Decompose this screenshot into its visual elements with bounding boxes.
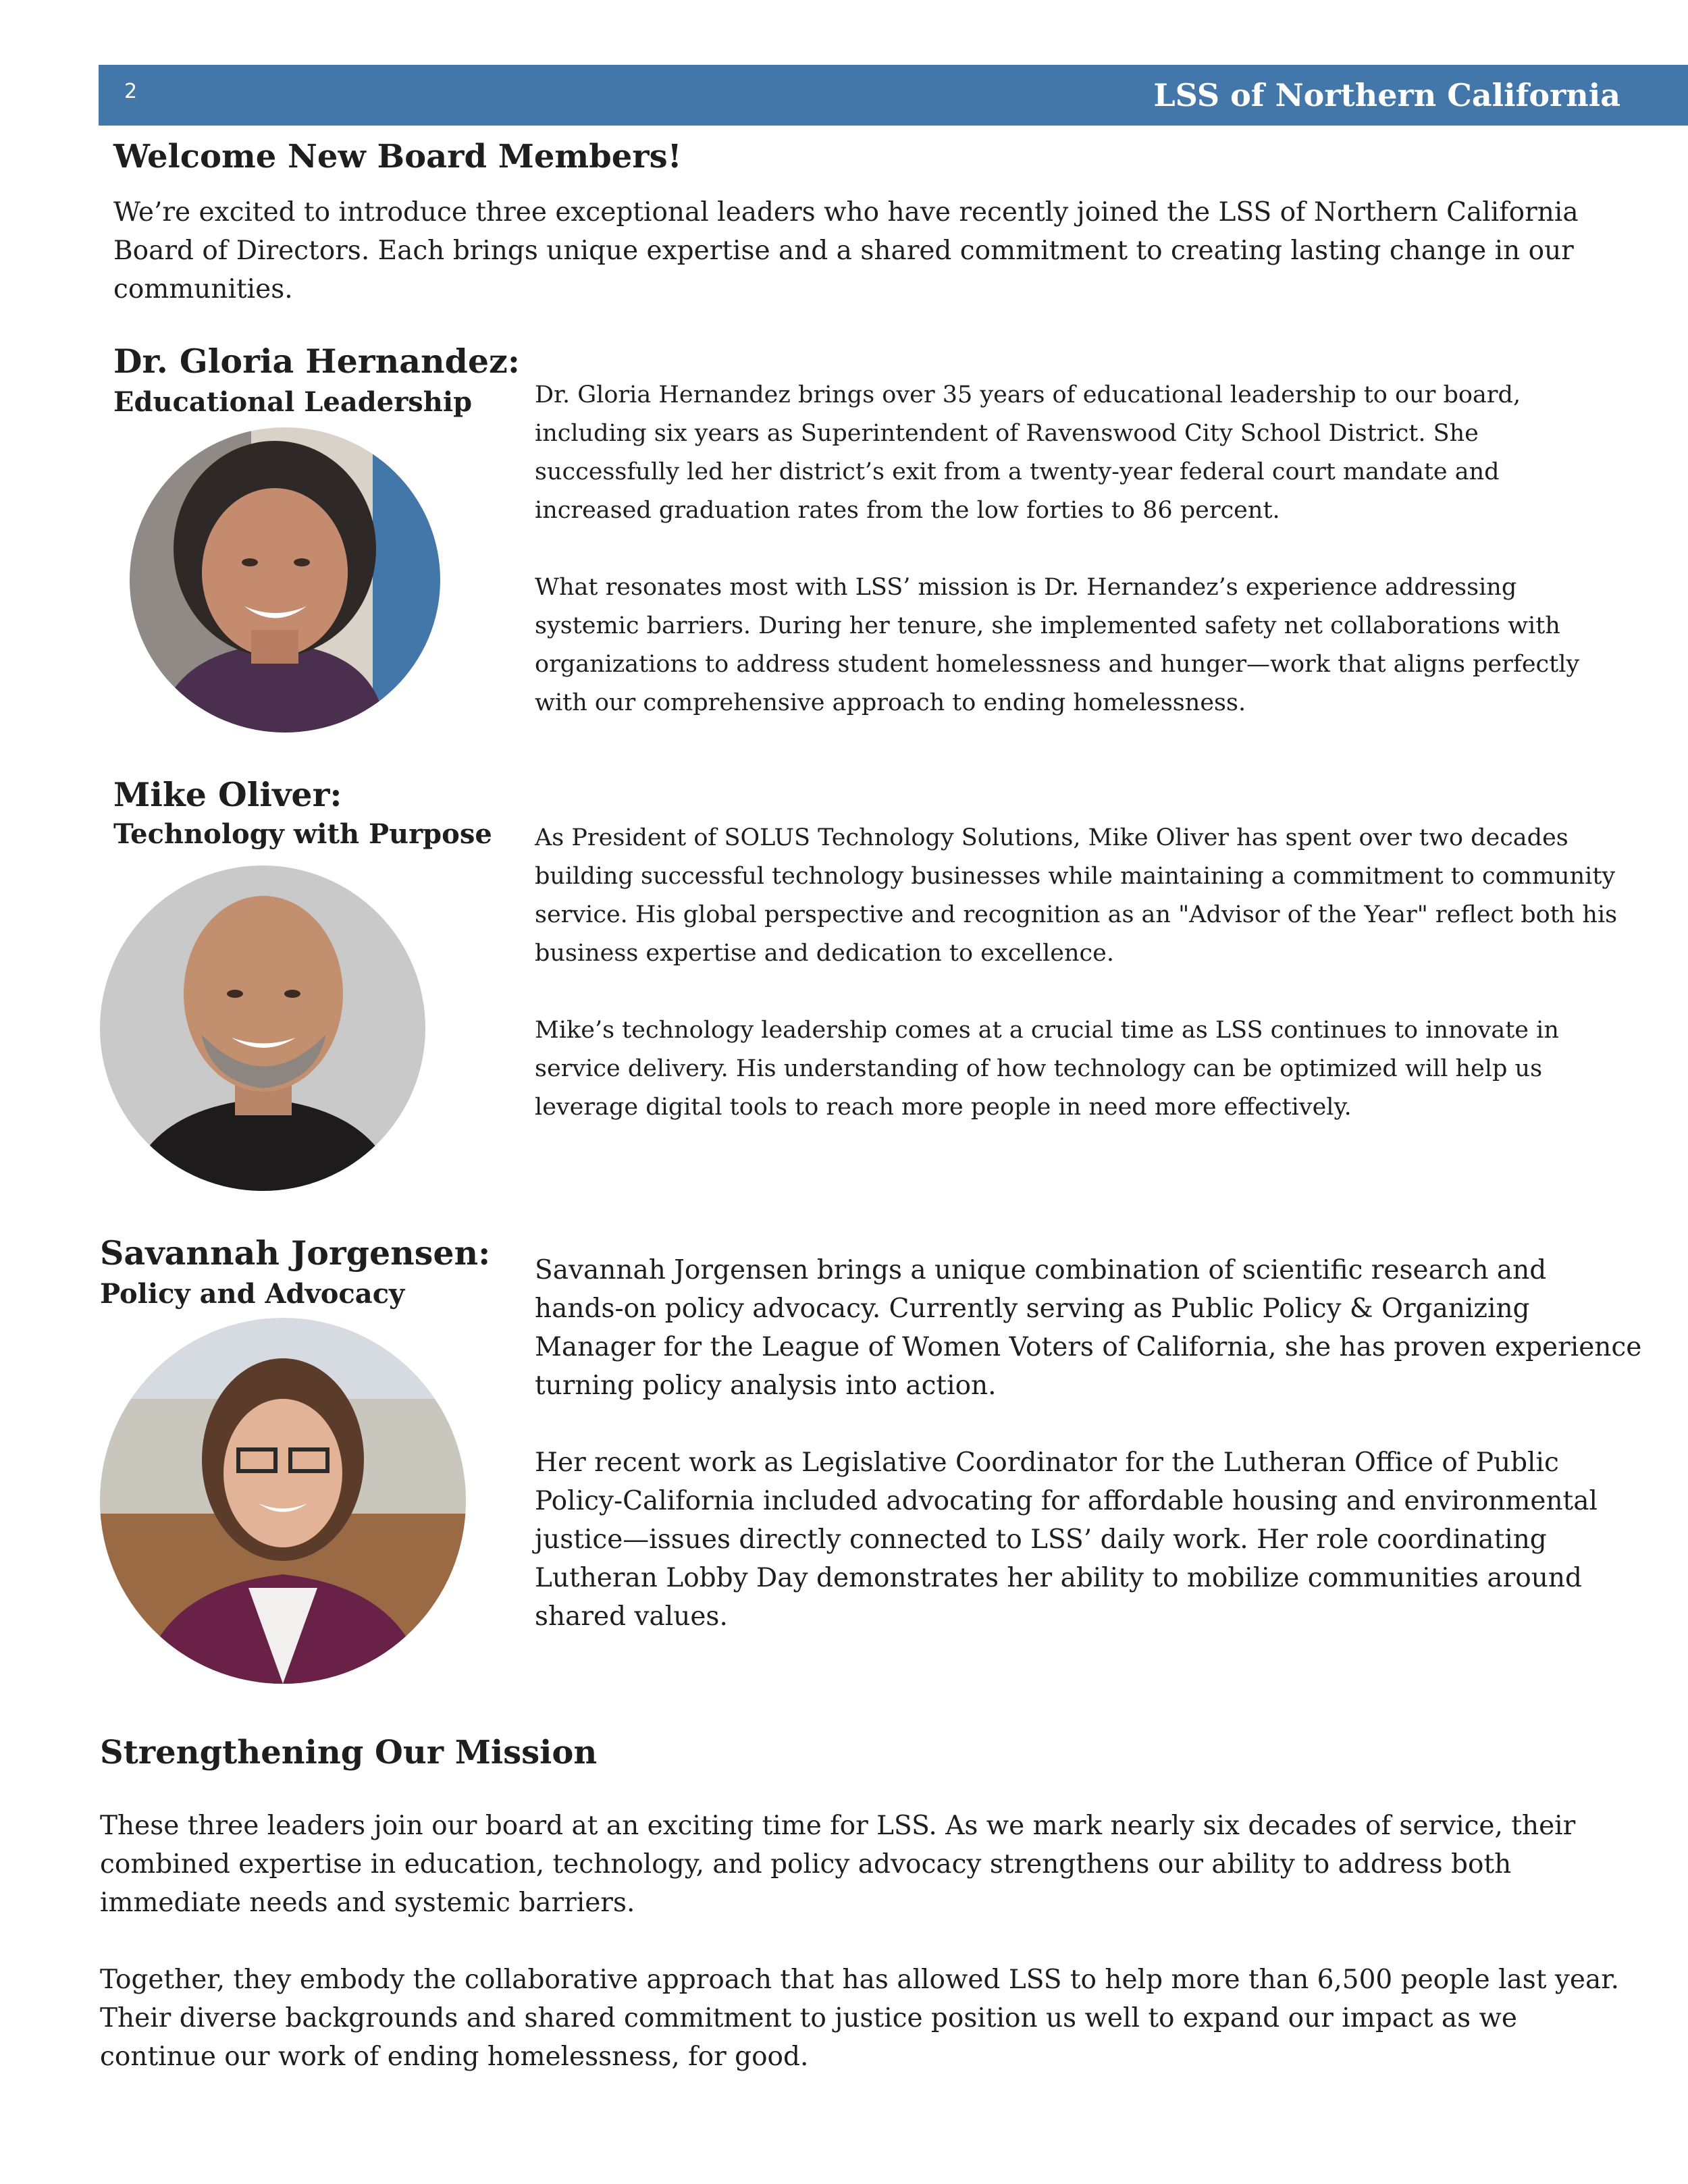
org-name: LSS of Northern California bbox=[1153, 77, 1620, 113]
bio-paragraph: Her recent work as Legislative Coordinator for the Lutheran Office of Public Policy-California included advocating for affordable housing and environmental justice—issues directly connected to LSS’ daily work. Her role coordinating Lutheran Lobby Day demonstrates her ability to mobilize communities around shared values. bbox=[535, 1447, 1598, 1632]
member-role: Policy and Advocacy bbox=[100, 1278, 405, 1310]
member-photo-savannah bbox=[100, 1318, 466, 1684]
bio-paragraph: As President of SOLUS Technology Solutions, Mike Oliver has spent over two decades building successful technology businesses while maintaining a commitment to community service. His global perspective and recognition as an "Advisor of the Year" reflect both his business expertise and dedication to excellence. bbox=[535, 824, 1618, 967]
member-role: Technology with Purpose bbox=[113, 818, 492, 850]
member-photo-mike bbox=[100, 865, 425, 1191]
member-name: Savannah Jorgensen: bbox=[100, 1233, 491, 1273]
welcome-title: Welcome New Board Members! bbox=[113, 138, 682, 176]
member-name: Dr. Gloria Hernandez: bbox=[113, 342, 520, 381]
welcome-intro: We’re excited to introduce three exceptional leaders who have recently joined the LSS of Northern California Board of Directors. Each brings unique expertise and a shared commitment to creating lasting change in our communities. bbox=[113, 197, 1579, 304]
page-number: 2 bbox=[124, 80, 138, 103]
closing-paragraph: Together, they embody the collaborative approach that has allowed LSS to help more than 6,500 people last year. Their diverse backgrounds and shared commitment to justice position us well to expand our impact as we continue our work of ending homelessness, for good. bbox=[100, 1965, 1620, 2072]
member-role: Educational Leadership bbox=[113, 386, 473, 418]
closing-paragraph: These three leaders join our board at an exciting time for LSS. As we mark nearly six decades of service, their combined expertise in education, technology, and policy advocacy strengthens our ability to address both immediate needs and systemic barriers. bbox=[100, 1811, 1576, 1918]
bio-paragraph: Mike’s technology leadership comes at a crucial time as LSS continues to innovate in service delivery. His understanding of how technology can be optimized will help us leverage digital tools to reach more people in need more effectively. bbox=[535, 1017, 1559, 1121]
member-bio bbox=[535, 819, 1629, 1127]
member-bio bbox=[535, 1251, 1642, 1636]
header-banner bbox=[99, 65, 1688, 126]
bio-paragraph: Savannah Jorgensen brings a unique combination of scientific research and hands-on policy advocacy. Currently serving as Public Policy & Organizing Manager for the League of Women Voters of California, she has proven experience turning policy analysis into action. bbox=[535, 1255, 1642, 1401]
member-name: Mike Oliver: bbox=[113, 775, 342, 814]
bio-paragraph: Dr. Gloria Hernandez brings over 35 years of educational leadership to our board, including six years as Superintendent of Ravenswood City School District. She successfully led her district’s exit from a twenty-year federal court mandate and increased graduation rates from the low forties to 86 percent. bbox=[535, 381, 1521, 524]
bio-paragraph: What resonates most with LSS’ mission is Dr. Hernandez’s experience addressing systemic barriers. During her tenure, she implemented safety net collaborations with organizations to address student homelessness and hunger—work that aligns perfectly with our comprehensive approach to ending homelessness. bbox=[535, 574, 1580, 716]
closing-title: Strengthening Our Mission bbox=[100, 1734, 598, 1772]
member-photo-gloria bbox=[130, 427, 440, 733]
member-bio bbox=[535, 376, 1615, 722]
